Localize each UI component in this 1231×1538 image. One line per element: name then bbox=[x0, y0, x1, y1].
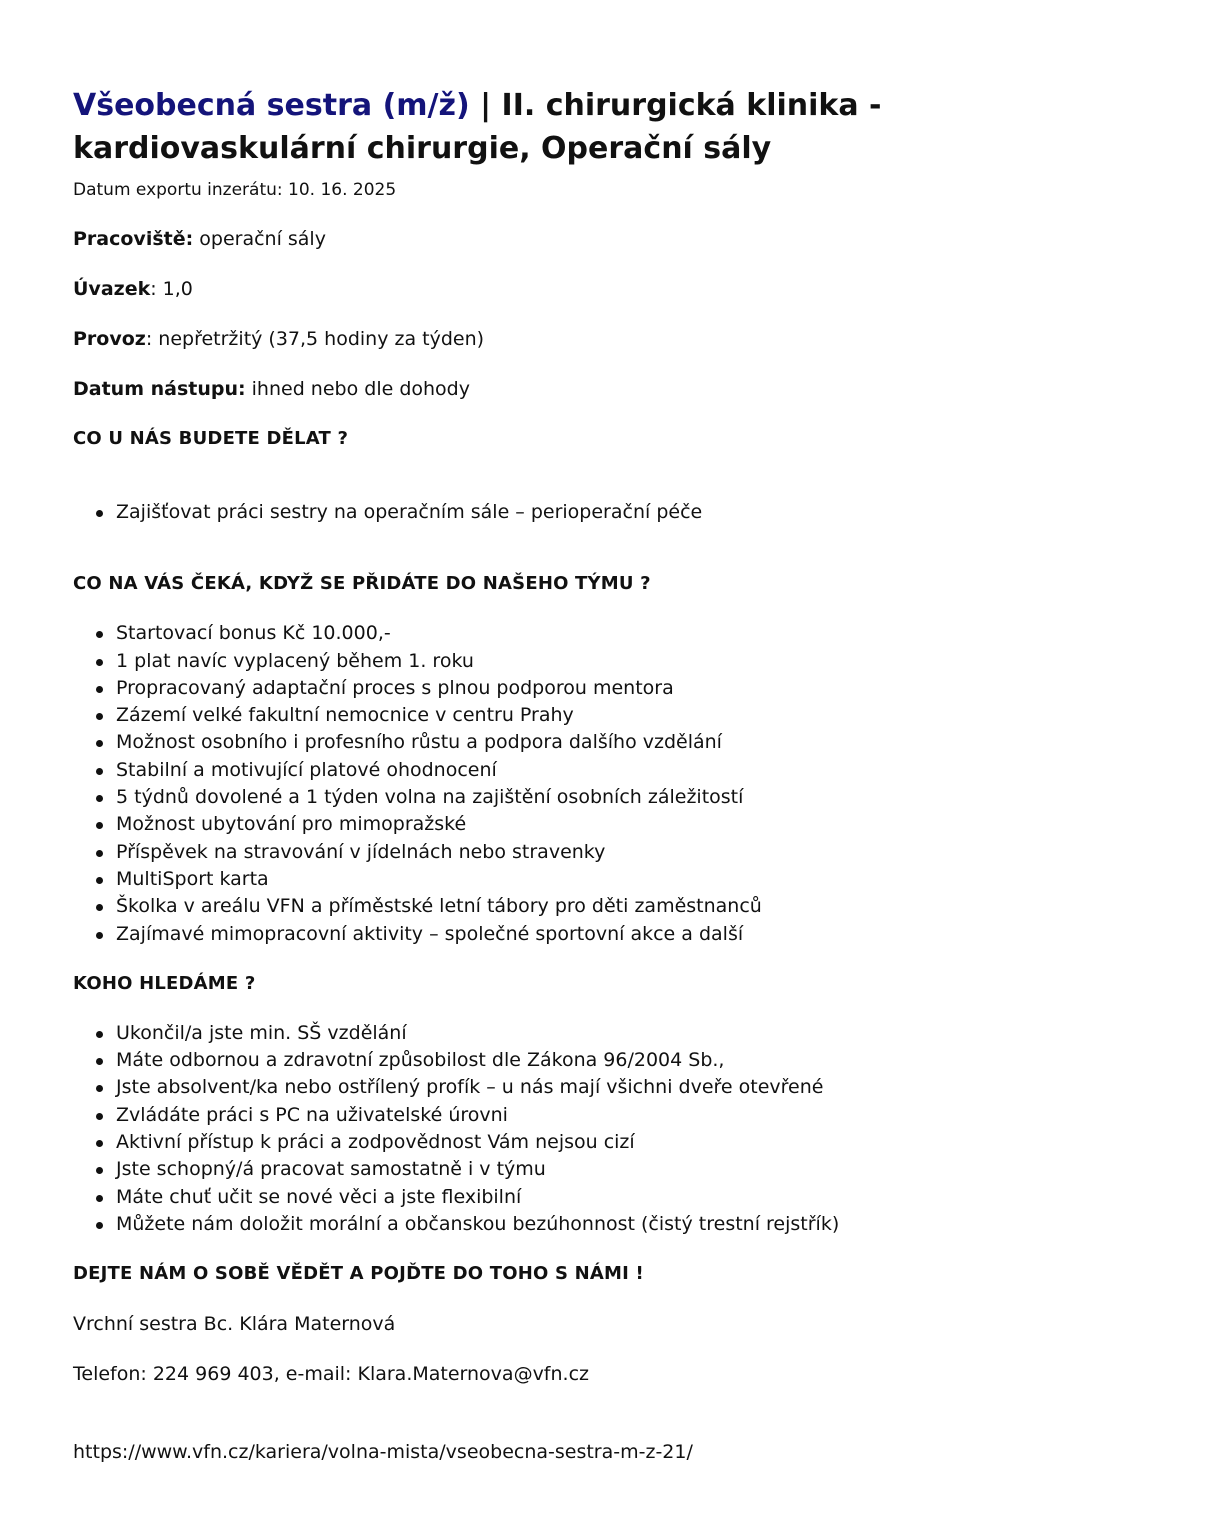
list-item: Aktivní přístup k práci a zodpovědnost Vám nejsou cizí bbox=[116, 1129, 1173, 1156]
workplace-value: operační sály bbox=[193, 228, 326, 250]
list-item: Školka v areálu VFN a příměstské letní tábory pro děti zaměstnanců bbox=[116, 893, 1173, 920]
workload-label: Úvazek bbox=[73, 278, 151, 300]
source-url: https://www.vfn.cz/kariera/volna-mista/vseobecna-sestra-m-z-21/ bbox=[73, 1441, 693, 1464]
start-date-value: ihned nebo dle dohody bbox=[245, 378, 470, 400]
list-item: Příspěvek na stravování v jídelnách nebo stravenky bbox=[116, 839, 1173, 866]
operation-field bbox=[73, 327, 1173, 351]
start-date-field bbox=[73, 377, 1173, 401]
operation-label: Provoz bbox=[73, 328, 146, 350]
list-item: Máte chuť učit se nové věci a jste flexibilní bbox=[116, 1184, 1173, 1211]
tasks-list bbox=[73, 499, 1173, 526]
list-item: 5 týdnů dovolené a 1 týden volna na zajištění osobních záležitostí bbox=[116, 784, 1173, 811]
workplace-label: Pracoviště: bbox=[73, 228, 194, 250]
list-item: Jste absolvent/ka nebo ostřílený profík – u nás mají všichni dveře otevřené bbox=[116, 1074, 1173, 1101]
list-item: Propracovaný adaptační proces s plnou podporou mentora bbox=[116, 675, 1173, 702]
list-item: Zvládáte práci s PC na uživatelské úrovni bbox=[116, 1102, 1173, 1129]
tasks-heading: CO U NÁS BUDETE DĚLAT ? bbox=[73, 428, 349, 449]
list-item: Můžete nám doložit morální a občanskou bezúhonnost (čistý trestní rejstřík) bbox=[116, 1211, 1173, 1238]
list-item: Stabilní a motivující platové ohodnocení bbox=[116, 757, 1173, 784]
workplace-field bbox=[73, 227, 1173, 251]
list-item: 1 plat navíc vyplacený během 1. roku bbox=[116, 648, 1173, 675]
job-title: Všeobecná sestra (m/ž) bbox=[73, 88, 470, 123]
operation-value: : nepřetržitý (37,5 hodiny za týden) bbox=[145, 328, 485, 350]
workload-field bbox=[73, 277, 1173, 301]
list-item: Jste schopný/á pracovat samostatně i v týmu bbox=[116, 1156, 1173, 1183]
requirements-heading: KOHO HLEDÁME ? bbox=[73, 972, 256, 994]
contact-phone-email: Telefon: 224 969 403, e-mail: Klara.Maternova@vfn.cz bbox=[73, 1363, 589, 1386]
page-title bbox=[73, 84, 1173, 170]
workload-value: : 1,0 bbox=[150, 278, 193, 300]
benefits-list bbox=[73, 620, 1173, 948]
job-posting bbox=[73, 84, 1173, 1464]
list-item: Zajímavé mimopracovní aktivity – společné sportovní akce a další bbox=[116, 921, 1173, 948]
start-date-label: Datum nástupu: bbox=[73, 378, 246, 400]
list-item: Máte odbornou a zdravotní způsobilost dle Zákona 96/2004 Sb., bbox=[116, 1047, 1173, 1074]
list-item: Zajišťovat práci sestry na operačním sále – perioperační péče bbox=[116, 499, 1173, 526]
list-item: Zázemí velké fakultní nemocnice v centru Prahy bbox=[116, 702, 1173, 729]
benefits-heading: CO NA VÁS ČEKÁ, KDYŽ SE PŘIDÁTE DO NAŠEHO TÝMU ? bbox=[73, 573, 651, 595]
contact-heading: DEJTE NÁM O SOBĚ VĚDĚT A POJĎTE DO TOHO S NÁMI ! bbox=[73, 1263, 644, 1285]
requirements-list bbox=[73, 1020, 1173, 1238]
list-item: Startovací bonus Kč 10.000,- bbox=[116, 620, 1173, 647]
contact-person: Vrchní sestra Bc. Klára Maternová bbox=[73, 1313, 396, 1336]
title-separator: | bbox=[469, 88, 502, 123]
list-item: Ukončil/a jste min. SŠ vzdělání bbox=[116, 1020, 1173, 1047]
department-title: II. chirurgická klinika - kardiovaskulární chirurgie, Operační sály bbox=[73, 88, 882, 166]
list-item: Možnost osobního i profesního růstu a podpora dalšího vzdělání bbox=[116, 729, 1173, 756]
export-date: Datum exportu inzerátu: 10. 16. 2025 bbox=[73, 180, 397, 200]
list-item: MultiSport karta bbox=[116, 866, 1173, 893]
list-item: Možnost ubytování pro mimopražské bbox=[116, 811, 1173, 838]
